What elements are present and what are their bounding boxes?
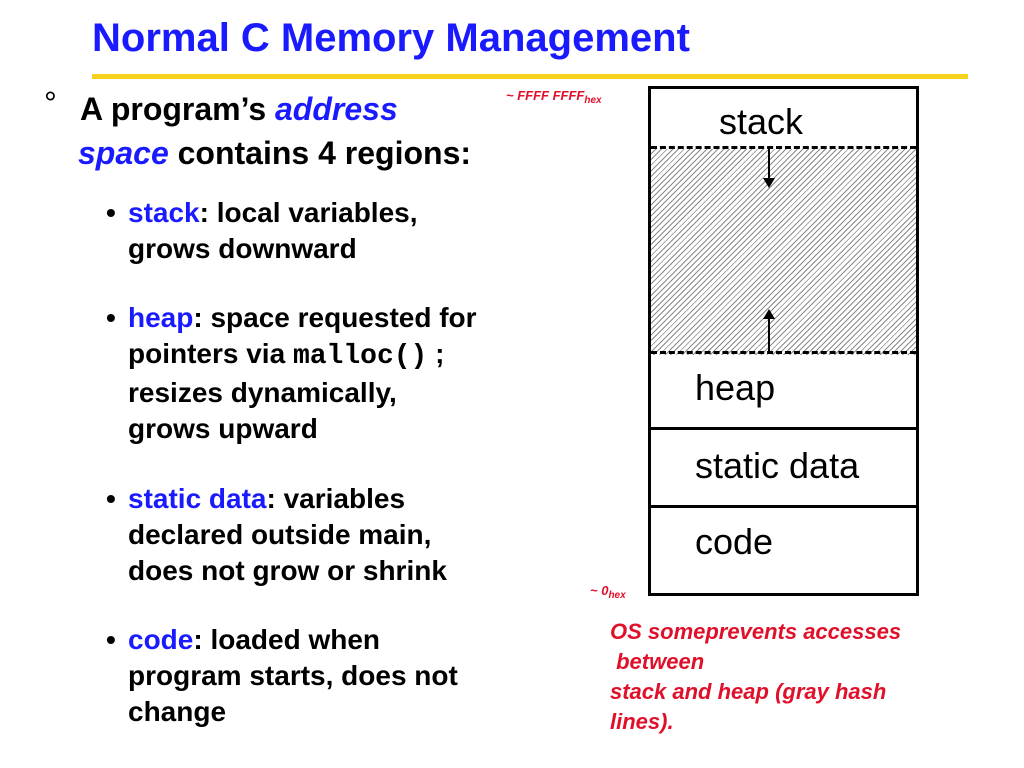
degree-bullet-icon: ° [44,85,57,121]
code-desc-3: change [128,696,227,727]
heap-boundary-dashed [651,351,916,354]
heap-desc-1: : space requested for [193,302,477,333]
stack-grow-down-arrow-icon [763,178,775,188]
main-bullet-text: A program’s [80,91,275,127]
stack-term: stack [128,197,200,228]
static-data-desc-1: : variables [266,483,406,514]
os-note-line-3: stack and heap (gray hash [610,679,887,704]
heap-desc-2-tail: ; [427,338,445,369]
malloc-code: malloc() [292,341,428,372]
slide-title: Normal C Memory Management [92,16,690,60]
heap-desc-4: grows upward [128,413,318,444]
main-bullet-line-1 [80,90,398,128]
heap-grow-arrow-shaft [768,319,770,351]
stack-desc-1: : local variables, [199,197,418,228]
os-note-line-1: OS someprevents accesses [610,619,902,644]
address-top-label: ~ FFFF $FFFF_{hex}$ [506,88,602,106]
title-underline [92,74,968,79]
bullet-dot-icon: • [106,624,116,655]
static-data-region-label: static data [695,445,860,486]
static-data-desc-3: does not grow or shrink [128,555,447,586]
main-bullet-line-2 [78,134,471,172]
heap-term: heap [128,302,194,333]
main-bullet-tail: contains 4 regions: [168,135,472,171]
heap-desc-3: resizes dynamically, [128,377,397,408]
code-desc-2: program starts, does not [128,660,458,691]
address-bottom-label: ~ $0_{hex}$ [590,583,626,601]
bullet-dot-icon: • [106,302,116,333]
static-data-desc-2: declared outside main, [128,519,432,550]
stack-desc-2: grows downward [128,233,357,264]
static-data-term: static data [128,483,267,514]
space-term: space [78,135,169,171]
os-note-line-2: between [610,649,705,674]
memory-diagram [648,86,919,596]
heap-desc-2: pointers via [128,338,293,369]
bullet-dot-icon: • [106,197,116,228]
stack-boundary-dashed [651,146,916,149]
bullet-dot-icon: • [106,483,116,514]
static-code-divider [651,505,916,508]
unused-gap-hatch [651,149,916,355]
stack-region-label: stack [719,101,804,142]
heap-static-divider [651,427,916,430]
heap-grow-up-arrow-icon [763,309,775,319]
os-protection-note [610,617,1010,737]
code-desc-1: : loaded when [193,624,381,655]
address-term: address [275,91,398,127]
code-term: code [128,624,194,655]
stack-grow-arrow-shaft [768,149,770,179]
code-region-label: code [695,521,774,562]
heap-region-label: heap [695,367,776,408]
os-note-line-4: lines). [610,709,674,734]
